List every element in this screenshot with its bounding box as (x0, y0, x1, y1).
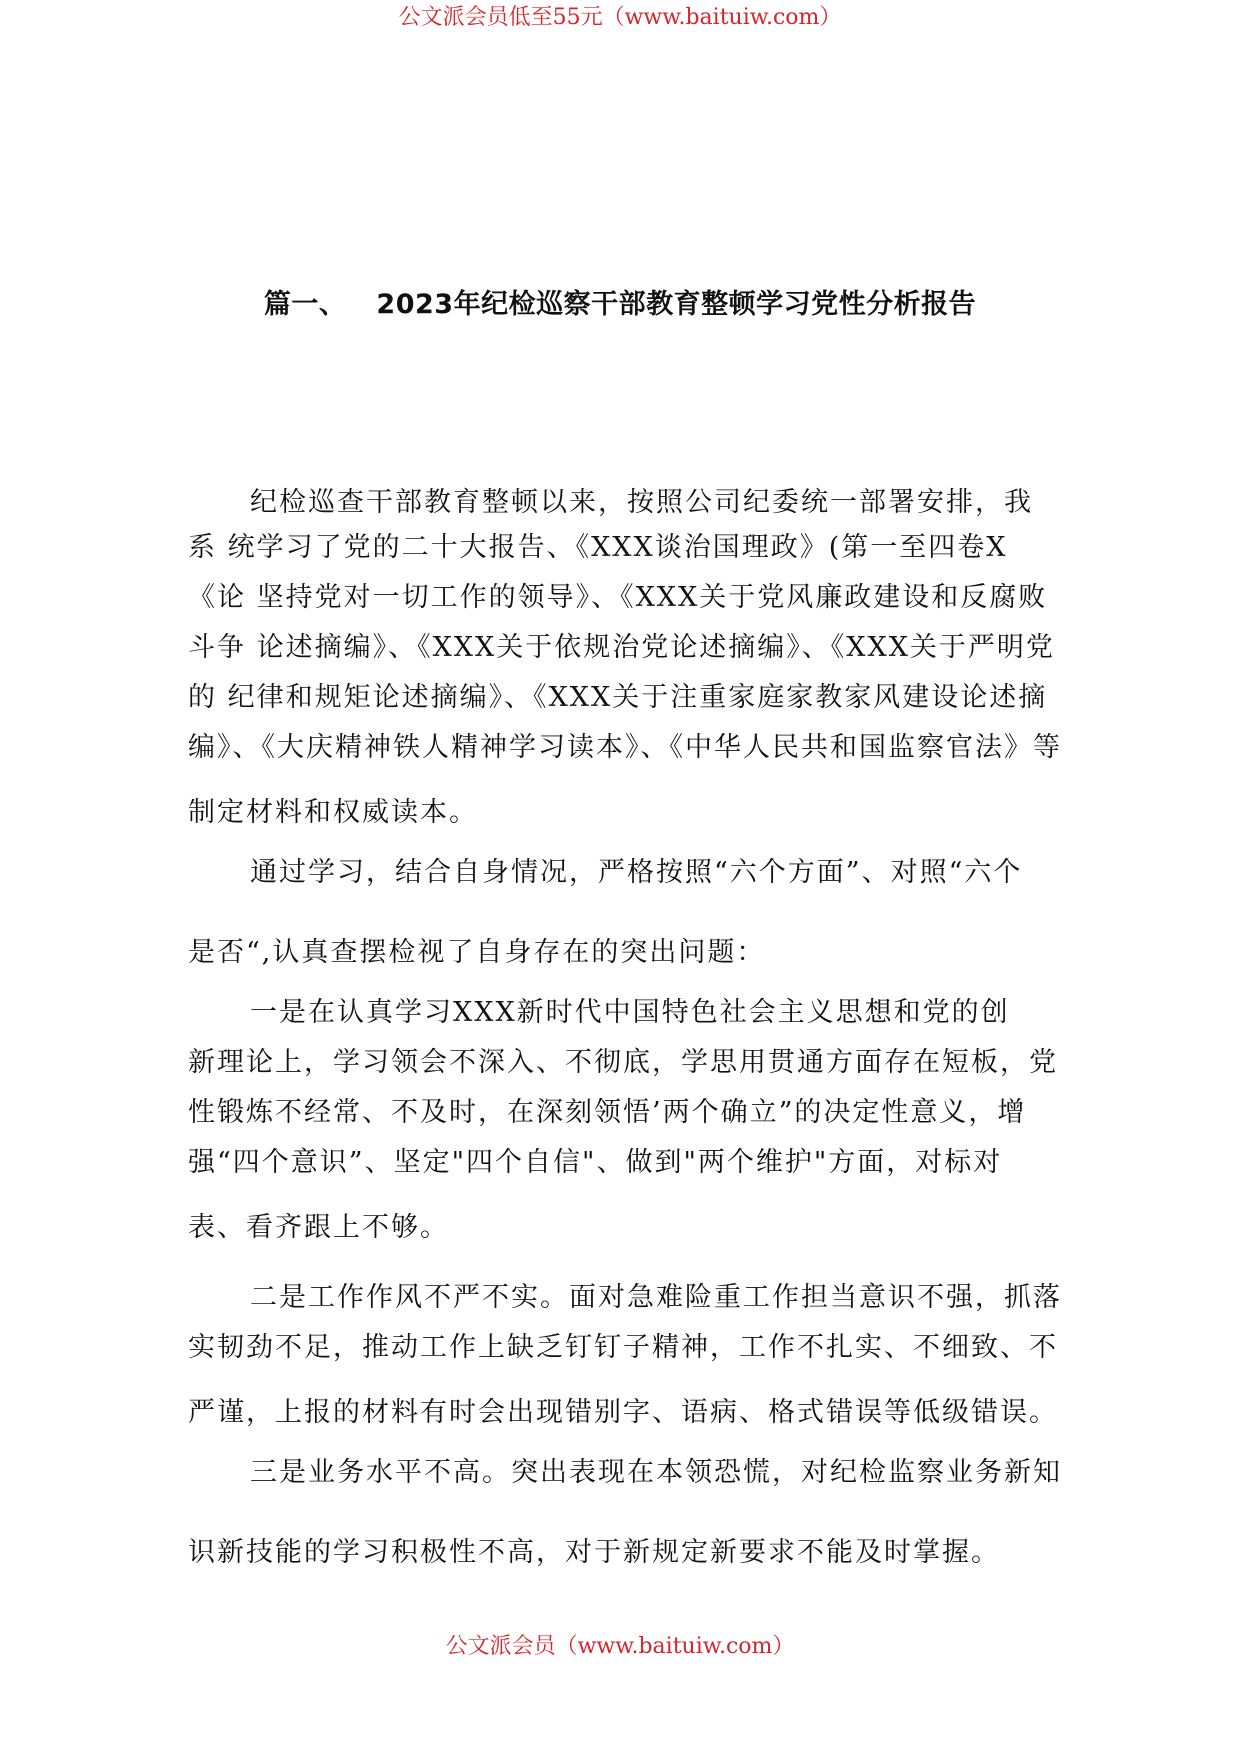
body-line: 纪检巡查干部教育整顿以来，按照公司纪委统一部署安排，我 (250, 487, 1033, 518)
body-line: 一是在认真学习XXX新时代中国特色社会主义思想和党的创 (250, 997, 1010, 1028)
body-line: 三是业务水平不高。突出表现在本领恐慌，对纪检监察业务新知 (250, 1457, 1062, 1488)
body-line: 强“四个意识”、坚定"四个自信"、做到"两个维护"方面，对标对 (188, 1147, 1003, 1178)
body-line: 表、看齐跟上不够。 (188, 1212, 449, 1243)
document-title (0, 287, 1240, 323)
title-main: 2023年纪检巡察干部教育整顿学习党性分析报告 (376, 289, 977, 320)
body-line: 二是工作作风不严不实。面对急难险重工作担当意识不强，抓落 (250, 1282, 1062, 1313)
body-line: 严谨，上报的材料有时会出现错别字、语病、格式错误等低级错误。 (188, 1397, 1058, 1428)
watermark-top: 公文派会员低至55元（www.baituiw.com） (398, 5, 842, 30)
body-line: 识新技能的学习积极性不高，对于新规定新要求不能及时掌握。 (188, 1537, 1000, 1568)
body-line: 《论 坚持党对一切工作的领导》、《XXX关于党风廉政建设和反腐败 (188, 582, 1048, 613)
watermark-bottom: 公文派会员（www.baituiw.com） (445, 1634, 795, 1659)
body-line: 制定材料和权威读本。 (188, 797, 478, 828)
body-line: 斗争 论述摘编》、《XXX关于依规治党论述摘编》、《XXX关于严明党 (188, 632, 1055, 663)
body-line: 性锻炼不经常、不及时，在深刻领悟’两个确立”的决定性意义，增 (188, 1097, 1027, 1128)
title-prefix: 篇一、 (263, 289, 347, 320)
body-line: 系 统学习了党的二十大报告、《XXX谈治国理政》(第一至四卷X (188, 532, 1008, 563)
body-line: 新理论上，学习领会不深入、不彻底，学思用贯通方面存在短板，党 (188, 1047, 1058, 1078)
body-line: 通过学习，结合自身情况，严格按照“六个方面”、对照“六个 (250, 857, 1023, 888)
body-line: 是否“,认真查摆检视了自身存在的突出问题： (188, 937, 766, 968)
body-line: 实韧劲不足，推动工作上缺乏钉钉子精神，工作不扎实、不细致、不 (188, 1332, 1058, 1363)
body-line: 编》、《大庆精神铁人精神学习读本》、《中华人民共和国监察官法》等 (188, 732, 1062, 763)
body-line: 的 纪律和规矩论述摘编》、《XXX关于注重家庭家教家风建设论述摘 (188, 682, 1048, 713)
